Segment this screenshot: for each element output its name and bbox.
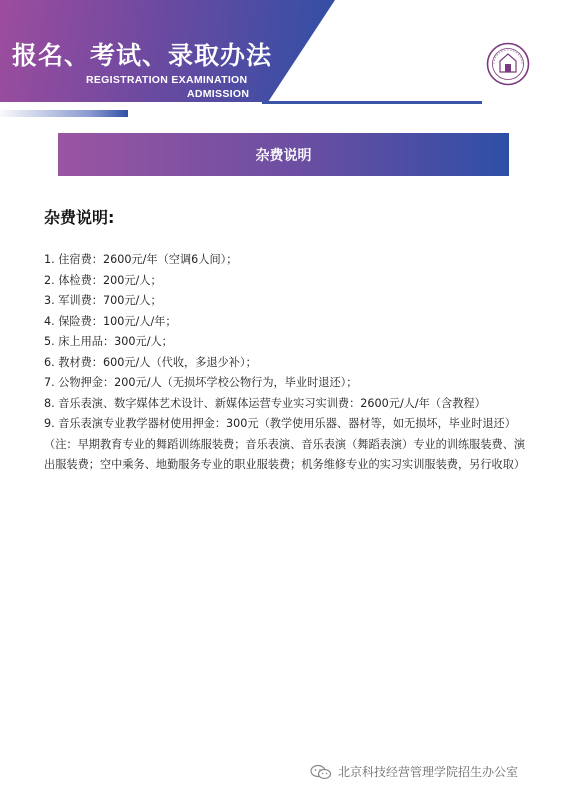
fee-item: 6. 教材费：600元/人（代收，多退少补）； [44, 355, 257, 369]
fee-note: （注：早期教育专业的舞蹈训练服装费；音乐表演、音乐表演（舞蹈表演）专业的训练服装费、演出服装费；空中乘务、地勤服务专业的职业服装费；机务维修专业的实习实训服装费，另行收取） [44, 437, 526, 471]
page-subtitle-line1: REGISTRATION EXAMINATION [86, 74, 248, 86]
fee-item: 2. 体检费：200元/人； [44, 273, 162, 287]
footer-credit [310, 763, 518, 780]
fee-item: 9. 音乐表演专业教学器材使用押金：300元（教学使用乐器、器材等，如无损坏，毕业时退还） [44, 417, 516, 430]
page-title: 报名、考试、录取办法 [12, 41, 273, 70]
fee-item: 1. 住宿费：2600元/年（空调6人间）； [44, 253, 238, 266]
section-header-label: 杂费说明 [255, 147, 312, 164]
section-header-bar [58, 133, 509, 176]
university-seal-icon [486, 42, 530, 86]
fee-list [44, 250, 526, 476]
wechat-icon [310, 764, 332, 780]
section-heading: 杂费说明: [44, 208, 115, 227]
fee-item: 5. 床上用品：300元/人； [44, 335, 173, 348]
fee-item: 4. 保险费：100元/人/年； [44, 314, 177, 328]
header-accent-strip [0, 110, 128, 117]
header-rule [262, 101, 482, 104]
footer-text: 北京科技经营管理学院招生办公室 [338, 765, 519, 779]
fee-item: 8. 音乐表演、数字媒体艺术设计、新媒体运营专业实习实训费：2600元/人/年（含教程） [44, 396, 486, 410]
fee-item: 3. 军训费：700元/人； [44, 294, 162, 307]
page-subtitle-line2: ADMISSION [187, 88, 250, 100]
fee-item: 7. 公物押金：200元/人（无损坏学校公物行为，毕业时退还）； [44, 376, 358, 389]
